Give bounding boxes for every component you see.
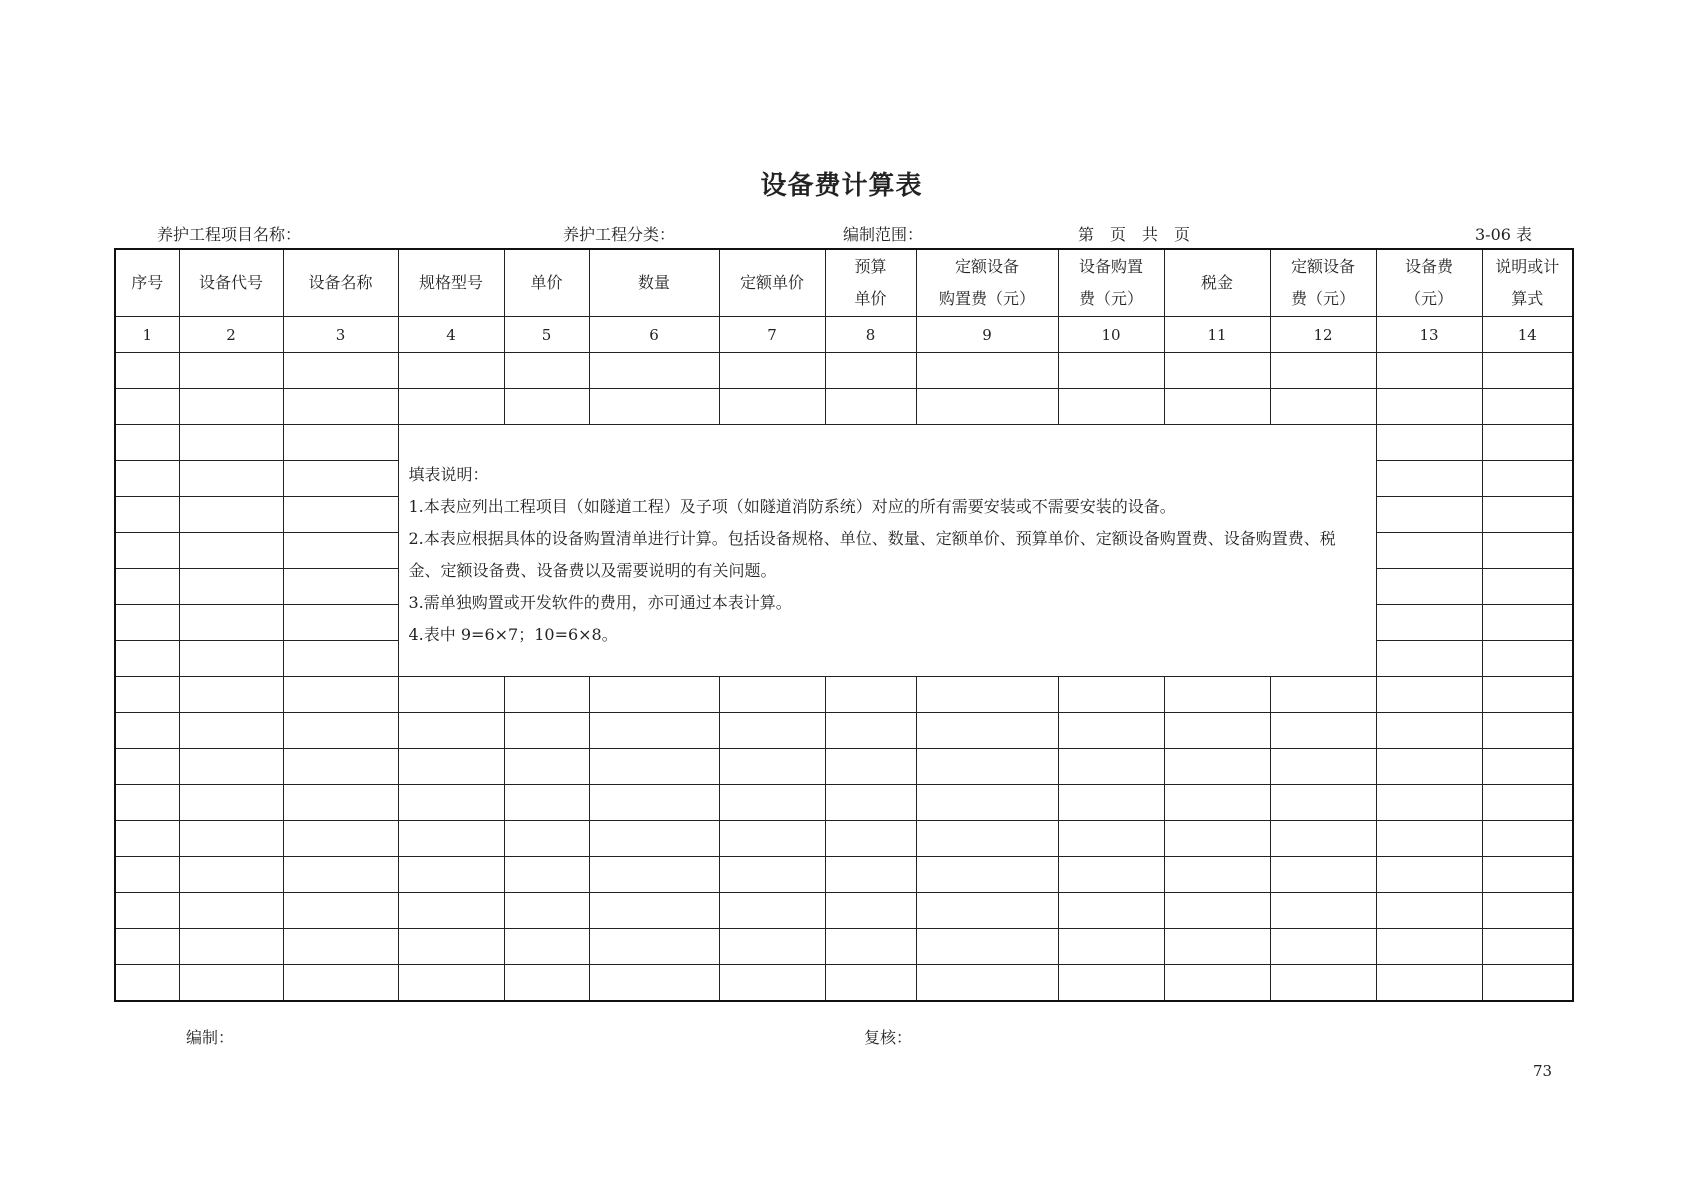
table-row (115, 389, 1573, 425)
table-cell[interactable] (398, 929, 504, 965)
table-cell[interactable] (1376, 353, 1482, 389)
table-cell[interactable] (1482, 749, 1573, 785)
column-header-line: 序号 (131, 273, 164, 292)
column-header-line: 设备代号 (198, 273, 263, 292)
table-cell[interactable] (115, 857, 179, 893)
table-cell[interactable] (916, 821, 1058, 857)
table-row (115, 425, 1573, 461)
table-cell[interactable] (115, 713, 179, 749)
table-cell[interactable] (179, 461, 283, 497)
table-cell[interactable] (115, 929, 179, 965)
table-cell[interactable] (825, 785, 916, 821)
table-cell[interactable] (1058, 677, 1164, 713)
table-cell[interactable] (1376, 821, 1482, 857)
table-cell[interactable] (719, 677, 825, 713)
table-cell[interactable] (1376, 893, 1482, 929)
table-cell[interactable] (1270, 785, 1376, 821)
table-cell[interactable] (179, 389, 283, 425)
equipment-cost-table (114, 248, 1574, 1002)
table-cell[interactable] (916, 929, 1058, 965)
column-header (504, 249, 589, 317)
table-cell[interactable] (825, 713, 916, 749)
table-cell[interactable] (1164, 353, 1270, 389)
table-cell[interactable] (283, 857, 398, 893)
column-header (719, 249, 825, 317)
column-number: 6 (589, 317, 719, 353)
table-cell[interactable] (115, 353, 179, 389)
table-cell[interactable] (1482, 641, 1573, 677)
column-header-line: 购置费（元） (938, 289, 1035, 308)
table-cell[interactable] (1482, 533, 1573, 569)
form-number: 3-06 表 (1475, 225, 1533, 244)
column-number-row (115, 317, 1573, 353)
table-cell[interactable] (504, 389, 589, 425)
column-header-line: 定额设备 (954, 257, 1019, 276)
table-cell[interactable] (179, 677, 283, 713)
table-cell[interactable] (1058, 785, 1164, 821)
table-cell[interactable] (1482, 425, 1573, 461)
table-cell[interactable] (1164, 713, 1270, 749)
table-cell[interactable] (283, 641, 398, 677)
table-cell[interactable] (179, 497, 283, 533)
table-cell[interactable] (825, 353, 916, 389)
column-header (283, 249, 398, 317)
column-header-line: 单价 (854, 289, 887, 308)
table-cell[interactable] (719, 821, 825, 857)
table-cell[interactable] (1482, 893, 1573, 929)
table-cell[interactable] (504, 677, 589, 713)
table-cell[interactable] (504, 965, 589, 1002)
compiled-by-label: 编制： (186, 1028, 235, 1047)
table-cell[interactable] (1376, 641, 1482, 677)
table-cell[interactable] (283, 497, 398, 533)
table-cell[interactable] (1376, 713, 1482, 749)
table-row (115, 785, 1573, 821)
page-title: 设备费计算表 (760, 171, 923, 201)
category-label: 养护工程分类： (563, 225, 676, 244)
column-header (916, 249, 1058, 317)
table-cell[interactable] (1482, 389, 1573, 425)
table-cell[interactable] (916, 857, 1058, 893)
table-cell[interactable] (1482, 461, 1573, 497)
table-cell[interactable] (1270, 677, 1376, 713)
column-header-line: 单价 (530, 273, 563, 292)
fill-instructions-heading: 填表说明： (408, 465, 489, 484)
table-cell[interactable] (115, 677, 179, 713)
table-cell[interactable] (1482, 677, 1573, 713)
table-cell[interactable] (1164, 857, 1270, 893)
table-cell[interactable] (1376, 569, 1482, 605)
table-row (115, 929, 1573, 965)
table-cell[interactable] (1058, 857, 1164, 893)
column-number: 4 (398, 317, 504, 353)
table-cell[interactable] (825, 389, 916, 425)
table-cell[interactable] (916, 785, 1058, 821)
table-cell[interactable] (1270, 965, 1376, 1002)
table-cell[interactable] (1482, 713, 1573, 749)
table-cell[interactable] (1164, 749, 1270, 785)
column-header (115, 249, 179, 317)
table-cell[interactable] (1058, 389, 1164, 425)
table-cell[interactable] (398, 893, 504, 929)
table-cell[interactable] (1482, 821, 1573, 857)
table-cell[interactable] (1270, 893, 1376, 929)
table-cell[interactable] (115, 605, 179, 641)
table-cell[interactable] (179, 353, 283, 389)
table-cell[interactable] (1482, 857, 1573, 893)
table-cell[interactable] (1482, 497, 1573, 533)
table-cell[interactable] (589, 821, 719, 857)
table-cell[interactable] (179, 929, 283, 965)
table-cell[interactable] (283, 929, 398, 965)
table-cell[interactable] (504, 785, 589, 821)
table-cell[interactable] (1058, 965, 1164, 1002)
table-cell[interactable] (1482, 929, 1573, 965)
table-cell[interactable] (1376, 749, 1482, 785)
table-cell[interactable] (179, 965, 283, 1002)
column-header-line: 设备费 (1404, 257, 1453, 276)
table-cell[interactable] (398, 713, 504, 749)
table-cell[interactable] (916, 713, 1058, 749)
table-cell[interactable] (916, 677, 1058, 713)
table-cell[interactable] (825, 965, 916, 1002)
table-cell[interactable] (1376, 929, 1482, 965)
table-cell[interactable] (1270, 353, 1376, 389)
table-cell[interactable] (504, 353, 589, 389)
table-cell[interactable] (825, 749, 916, 785)
column-header-line: 算式 (1511, 289, 1544, 308)
table-cell[interactable] (1058, 353, 1164, 389)
table-cell[interactable] (1482, 605, 1573, 641)
table-cell[interactable] (283, 353, 398, 389)
column-header-line: 费（元） (1078, 289, 1143, 308)
table-cell[interactable] (398, 389, 504, 425)
table-cell[interactable] (719, 785, 825, 821)
column-header-line: 规格型号 (418, 273, 483, 292)
column-header-line: 说明或计 (1495, 257, 1560, 276)
column-number: 14 (1482, 317, 1573, 353)
column-header (825, 249, 916, 317)
table-cell[interactable] (589, 857, 719, 893)
table-cell[interactable] (825, 893, 916, 929)
table-cell[interactable] (179, 785, 283, 821)
table-cell[interactable] (825, 857, 916, 893)
table-cell[interactable] (504, 857, 589, 893)
column-number: 2 (179, 317, 283, 353)
column-header-line: 设备名称 (308, 273, 373, 292)
table-cell[interactable] (179, 893, 283, 929)
table-cell[interactable] (1482, 353, 1573, 389)
table-cell[interactable] (1164, 785, 1270, 821)
table-cell[interactable] (1376, 605, 1482, 641)
table-cell[interactable] (115, 497, 179, 533)
table-cell[interactable] (825, 929, 916, 965)
table-cell[interactable] (825, 677, 916, 713)
table-cell[interactable] (1270, 821, 1376, 857)
column-number: 8 (825, 317, 916, 353)
table-cell[interactable] (115, 461, 179, 497)
table-cell[interactable] (283, 389, 398, 425)
table-cell[interactable] (115, 533, 179, 569)
table-cell[interactable] (1270, 713, 1376, 749)
table-cell[interactable] (589, 713, 719, 749)
page-number: 73 (1533, 1062, 1553, 1080)
table-cell[interactable] (589, 353, 719, 389)
table-cell[interactable] (1164, 389, 1270, 425)
table-cell[interactable] (179, 533, 283, 569)
fill-instructions (398, 425, 1376, 677)
table-cell[interactable] (398, 857, 504, 893)
table-cell[interactable] (115, 749, 179, 785)
table-cell[interactable] (719, 713, 825, 749)
fill-instructions-item: 3.需单独购置或开发软件的费用，亦可通过本表计算。 (408, 593, 792, 612)
scope-label: 编制范围： (843, 225, 924, 244)
table-cell[interactable] (1270, 749, 1376, 785)
table-cell[interactable] (398, 353, 504, 389)
table-cell[interactable] (283, 965, 398, 1002)
table-cell[interactable] (398, 749, 504, 785)
table-cell[interactable] (589, 749, 719, 785)
table-cell[interactable] (1058, 821, 1164, 857)
column-header-line: 数量 (637, 273, 670, 292)
table-cell[interactable] (1164, 929, 1270, 965)
table-cell[interactable] (1376, 533, 1482, 569)
table-cell[interactable] (179, 821, 283, 857)
table-row (115, 893, 1573, 929)
table-cell[interactable] (1058, 929, 1164, 965)
table-cell[interactable] (916, 749, 1058, 785)
table-cell[interactable] (1164, 965, 1270, 1002)
table-cell[interactable] (179, 857, 283, 893)
page-count-label: 第 页 共 页 (1078, 225, 1191, 244)
fill-instructions-item: 1.本表应列出工程项目（如隧道工程）及子项（如隧道消防系统）对应的所有需要安装或不需要安装的设备。 (408, 497, 1176, 516)
table-cell[interactable] (283, 533, 398, 569)
column-number: 1 (115, 317, 179, 353)
table-cell[interactable] (1376, 965, 1482, 1002)
column-header (1164, 249, 1270, 317)
table-cell[interactable] (1482, 569, 1573, 605)
table-cell[interactable] (504, 821, 589, 857)
column-header-line: 费（元） (1290, 289, 1355, 308)
table-cell[interactable] (179, 641, 283, 677)
table-cell[interactable] (589, 893, 719, 929)
table-cell[interactable] (1376, 857, 1482, 893)
column-header (398, 249, 504, 317)
table-cell[interactable] (1376, 425, 1482, 461)
table-cell[interactable] (589, 389, 719, 425)
table-cell[interactable] (589, 785, 719, 821)
table-cell[interactable] (179, 569, 283, 605)
table-cell[interactable] (283, 749, 398, 785)
table-cell[interactable] (179, 749, 283, 785)
table-cell[interactable] (179, 605, 283, 641)
table-cell[interactable] (1270, 389, 1376, 425)
table-cell[interactable] (589, 677, 719, 713)
header-row (115, 249, 1573, 317)
table-cell[interactable] (719, 965, 825, 1002)
table-cell[interactable] (1376, 677, 1482, 713)
table-cell[interactable] (283, 785, 398, 821)
table-cell[interactable] (283, 461, 398, 497)
table-cell[interactable] (1058, 893, 1164, 929)
table-row (115, 713, 1573, 749)
table-cell[interactable] (719, 353, 825, 389)
column-header (1270, 249, 1376, 317)
table-cell[interactable] (1164, 677, 1270, 713)
table-cell[interactable] (1270, 929, 1376, 965)
column-header-line: 预算 (854, 257, 887, 276)
table-row (115, 821, 1573, 857)
column-number: 7 (719, 317, 825, 353)
table-row (115, 857, 1573, 893)
table-cell[interactable] (589, 965, 719, 1002)
table-cell[interactable] (115, 569, 179, 605)
table-cell[interactable] (504, 929, 589, 965)
table-cell[interactable] (1270, 857, 1376, 893)
table-cell[interactable] (719, 893, 825, 929)
table-cell[interactable] (916, 389, 1058, 425)
table-cell[interactable] (719, 389, 825, 425)
table-cell[interactable] (1164, 893, 1270, 929)
table-row (115, 353, 1573, 389)
table-cell[interactable] (719, 929, 825, 965)
table-cell[interactable] (916, 353, 1058, 389)
column-number: 3 (283, 317, 398, 353)
column-header (1376, 249, 1482, 317)
table-cell[interactable] (719, 857, 825, 893)
table-cell[interactable] (1376, 785, 1482, 821)
table-row (115, 965, 1573, 1002)
table-row (115, 749, 1573, 785)
table-cell[interactable] (115, 641, 179, 677)
table-cell[interactable] (283, 713, 398, 749)
table-cell[interactable] (1376, 389, 1482, 425)
table-cell[interactable] (283, 605, 398, 641)
table-cell[interactable] (398, 965, 504, 1002)
table-cell[interactable] (1164, 821, 1270, 857)
column-header (179, 249, 283, 317)
table-cell[interactable] (115, 425, 179, 461)
column-header (1482, 249, 1573, 317)
column-number: 11 (1164, 317, 1270, 353)
table-cell[interactable] (179, 713, 283, 749)
column-header (1058, 249, 1164, 317)
column-header-line: 定额设备 (1290, 257, 1355, 276)
table-cell[interactable] (589, 929, 719, 965)
table-cell[interactable] (1058, 713, 1164, 749)
table-cell[interactable] (115, 389, 179, 425)
table-cell[interactable] (1482, 965, 1573, 1002)
table-cell[interactable] (719, 749, 825, 785)
column-number: 10 (1058, 317, 1164, 353)
table-cell[interactable] (1058, 749, 1164, 785)
table-cell[interactable] (179, 425, 283, 461)
column-number: 13 (1376, 317, 1482, 353)
table-cell[interactable] (283, 425, 398, 461)
table-cell[interactable] (283, 821, 398, 857)
column-number: 5 (504, 317, 589, 353)
table-cell[interactable] (398, 677, 504, 713)
table-cell[interactable] (1376, 461, 1482, 497)
column-header-line: 税金 (1200, 273, 1233, 292)
column-header-line: （元） (1404, 289, 1453, 308)
table-cell[interactable] (504, 893, 589, 929)
table-cell[interactable] (283, 677, 398, 713)
table-cell[interactable] (398, 785, 504, 821)
table-cell[interactable] (115, 785, 179, 821)
column-number: 12 (1270, 317, 1376, 353)
project-name-label: 养护工程项目名称： (157, 225, 302, 244)
column-header (589, 249, 719, 317)
table-cell[interactable] (504, 749, 589, 785)
table-cell[interactable] (283, 569, 398, 605)
table-cell[interactable] (115, 821, 179, 857)
table-cell[interactable] (504, 713, 589, 749)
fill-instructions-item: 4.表中 9=6×7；10=6×8。 (408, 625, 618, 644)
table-cell[interactable] (398, 821, 504, 857)
table-cell[interactable] (283, 893, 398, 929)
reviewed-by-label: 复核： (864, 1028, 913, 1047)
column-header-line: 定额单价 (739, 273, 804, 292)
table-cell[interactable] (916, 893, 1058, 929)
table-cell[interactable] (916, 965, 1058, 1002)
table-row (115, 677, 1573, 713)
table-cell[interactable] (825, 821, 916, 857)
table-cell[interactable] (1482, 785, 1573, 821)
table-cell[interactable] (1376, 497, 1482, 533)
table-cell[interactable] (115, 893, 179, 929)
table-cell[interactable] (115, 965, 179, 1002)
fill-instructions-item: 2.本表应根据具体的设备购置清单进行计算。包括设备规格、单位、数量、定额单价、预算单价、定额设备购置费、设备购置费、税金、定额设备费、设备费以及需要说明的有关问题。 (408, 529, 1336, 580)
column-header-line: 设备购置 (1078, 257, 1143, 276)
column-number: 9 (916, 317, 1058, 353)
